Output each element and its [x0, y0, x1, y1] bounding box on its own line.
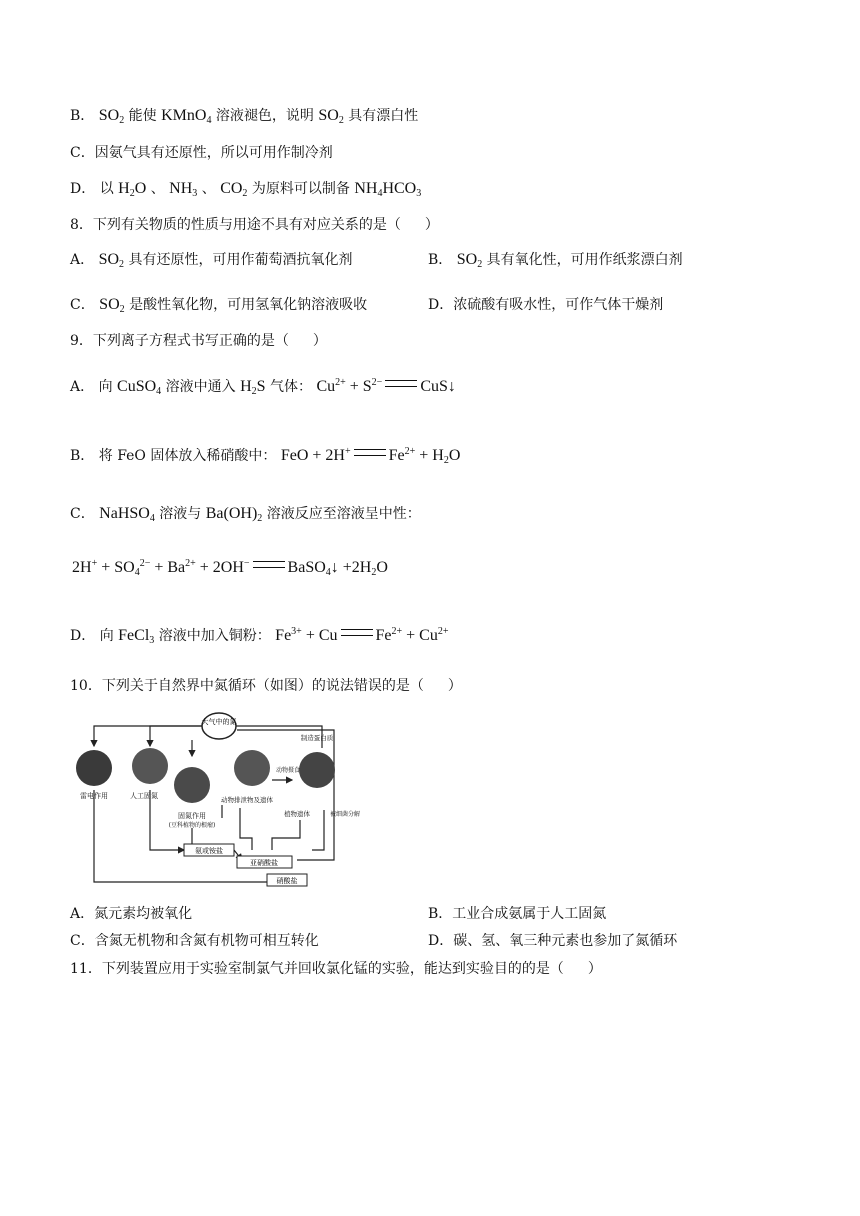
q9-option-c: C． NaHSO$_4$ 溶液与 $Ba(OH)_2$ 溶液反应至溶液呈中性： — [70, 505, 421, 524]
q10-option-b: B．工业合成氨属于人工固氮 — [428, 906, 607, 922]
svg-text:雷电作用: 雷电作用 — [80, 792, 108, 800]
svg-text:制造蛋白质: 制造蛋白质 — [300, 734, 334, 742]
plant-protein-node-circle — [299, 752, 335, 788]
q9-stem: 9．下列离子方程式书写正确的是（ ） — [70, 333, 327, 349]
q9-option-a: A． 向 CuSO$_4$ 溶液中通入 $H_2S$ 气体： $Cu^{2+} + S^{2-}$ CuS↓ — [70, 377, 456, 397]
q8-option-b: B． $SO_2$ 具有氧化性，可用作纸浆漂白剂 — [428, 251, 683, 270]
svg-text:硝酸盐: 硝酸盐 — [276, 877, 298, 885]
q7-option-c: C．因氨气具有还原性，所以可用作制冷剂 — [70, 145, 333, 161]
q9b-equation: FeO + 2H+ $Fe^{2+} + H_2O$ — [280, 446, 461, 466]
q9-option-d: D． 向 FeCl$_3$ 溶液中加入铜粉： $Fe^{3+} + Cu$ $Fe^{2+} + Cu^{2+}$ — [70, 626, 449, 646]
svg-text:大气中的氮: 大气中的氮 — [201, 718, 237, 726]
diagram-arrows — [94, 726, 334, 882]
q11-stem: 11．下列装置应用于实验室制氯气并回收氯化锰的实验，能达到实验目的的是（ ） — [70, 961, 602, 977]
q10-option-c: C．含氮无机物和含氮有机物可相互转化 — [70, 933, 319, 949]
svg-text:动物排泄物及遗体: 动物排泄物及遗体 — [221, 796, 273, 804]
svg-text:动物摄食: 动物摄食 — [275, 767, 301, 774]
animal-node-circle — [234, 750, 270, 786]
svg-text:氨或铵盐: 氨或铵盐 — [195, 847, 223, 855]
q8-stem: 8．下列有关物质的性质与用途不具有对应关系的是（ ） — [70, 217, 439, 233]
q10-option-a: A．氮元素均被氧化 — [70, 906, 193, 922]
svg-text:人工固氮: 人工固氮 — [130, 792, 158, 800]
svg-text:被细菌分解: 被细菌分解 — [330, 811, 361, 818]
q9-option-b: B． 将 FeO 固体放入稀硝酸中： FeO + 2H+ $Fe^{2+} + H_2O$ — [70, 446, 461, 466]
q9d-equation: $Fe^{3+} + Cu$ $Fe^{2+} + Cu^{2+}$ — [275, 626, 449, 644]
q10-option-d: D．碳、氢、氧三种元素也参加了氮循环 — [428, 933, 678, 949]
q8-option-a: A． $SO_2$ 具有还原性，可用作葡萄酒抗氧化剂 — [70, 251, 353, 270]
q7-option-b: B． $SO_2$ 能使 KMnO$_4$ 溶液褪色，说明 $SO_2$ 具有漂白性 — [70, 107, 419, 126]
q9c-equation: $2H^+ + SO_4^{2-} + Ba^{2+} + 2OH^-$ BaSO$_4$↓ $+2H_2O$ — [72, 558, 388, 578]
q8-option-c: C． $SO_2$ 是酸性氧化物，可用氢氧化钠溶液吸收 — [70, 296, 368, 315]
svg-text:(豆科植物的根瘤): (豆科植物的根瘤) — [168, 822, 216, 829]
nitrogen-cycle-diagram — [72, 710, 361, 890]
lightning-node-circle — [76, 750, 112, 786]
svg-text:植物遗体: 植物遗体 — [284, 810, 310, 818]
q10-stem: 10．下列关于自然界中氮循环（如图）的说法错误的是（ ） — [70, 678, 462, 694]
svg-text:固氮作用: 固氮作用 — [178, 812, 206, 820]
atmosphere-nitrogen-node — [202, 713, 236, 739]
svg-text:亚硝酸盐: 亚硝酸盐 — [250, 859, 278, 867]
biological-fixation-node-circle — [174, 767, 210, 803]
artificial-fixation-node-circle — [132, 748, 168, 784]
q9a-equation: $Cu^{2+} + S^{2-}$ CuS↓ — [316, 377, 456, 395]
q8-option-d: D．浓硫酸有吸水性，可作气体干燥剂 — [428, 297, 664, 313]
q7-option-d: D． 以 $H_2O$ 、 $NH_3$ 、 $CO_2$ 为原料可以制备 $NH_4HCO_3$ — [70, 180, 422, 199]
